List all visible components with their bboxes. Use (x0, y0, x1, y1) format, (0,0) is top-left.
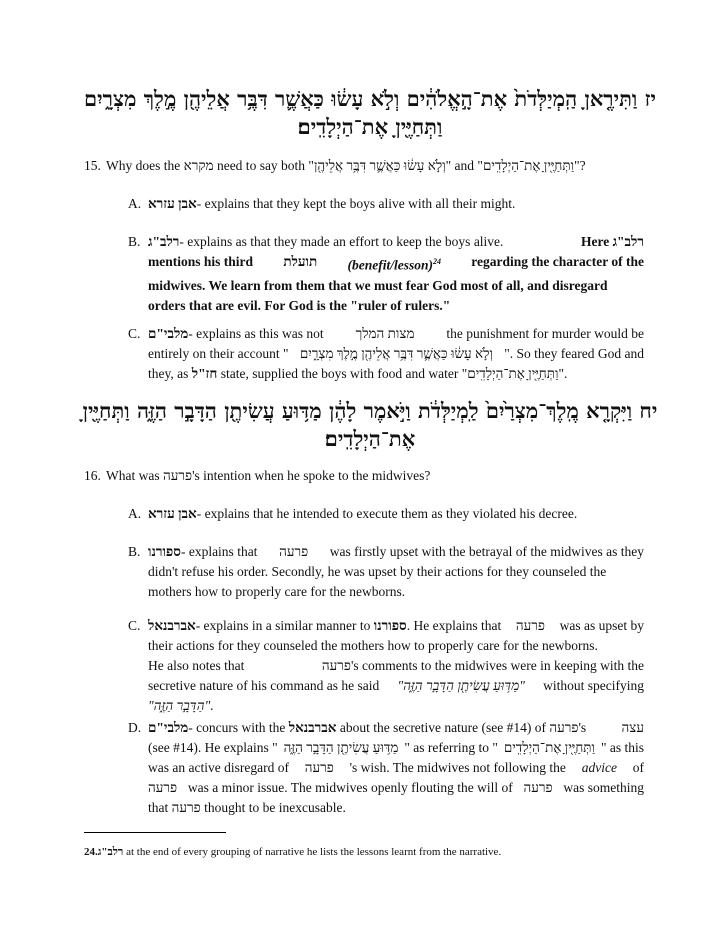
q16-answer-a-text: - explains that he intended to execute them as they violated his decree. (196, 506, 578, 521)
q16-c-text1b: . He explains that (406, 618, 502, 633)
q16-c-line2: their actions for they counseled the mothers how to properly care for the newborns. (148, 638, 598, 653)
commentator-name: ספורנו (148, 544, 181, 559)
q15-answer-c-letter: C. (128, 326, 141, 341)
q15-b-line2 (148, 252, 644, 276)
footnote-text: at the end of every grouping of narrative he lists the lessons learnt from the narrative. (126, 846, 502, 858)
q16-answer-d-letter: D. (128, 720, 142, 735)
q16-part2: 's intention when he spoke to the midwives? (192, 468, 431, 483)
q16-d-paroh4: פרעה (523, 780, 553, 795)
q16-d-text3b: 's wish. The midwives not following the (349, 760, 566, 775)
question-15-text (106, 156, 688, 176)
q16-b-paroh: פרעה (279, 544, 309, 559)
q15-answer-a (148, 194, 644, 214)
q16-answer-a-letter: A. (128, 506, 142, 521)
q15-b-toelet: תועלת (283, 254, 318, 269)
q16-c-line5: "הַדָּבָ֣ר הַזֶּ֑ה". (148, 698, 214, 713)
q15-mikra: מקרא (183, 158, 214, 173)
q16-d-line4 (148, 778, 644, 798)
q15-c-text1a: - explains as this was not (188, 326, 324, 341)
q15-part4: "? (574, 158, 586, 173)
q15-part2: need to say both " (216, 158, 314, 173)
q16-d-text2b: " as referring to " (404, 740, 498, 755)
q16-d-text2c: " as this (600, 740, 644, 755)
q16-c-text4a: secretive nature of his command as he said (148, 678, 380, 693)
footnote (84, 845, 501, 859)
commentator-name: מלבי"ם (148, 326, 189, 341)
q16-b-text1b: was firstly upset with the betrayal of the midwives as they (329, 544, 644, 559)
q15-b-text2a: mentions his third (148, 254, 254, 269)
q16-answer-b (148, 542, 644, 602)
q16-answer-c-letter: C. (128, 618, 141, 633)
q15-c-line2 (148, 344, 644, 364)
q15-c-quote2: וַתְּחַיֶּ֖יןָ אֶת־הַיְלָדִֽים (467, 366, 559, 381)
q16-d-etza: עצה (621, 720, 644, 735)
q15-b-line1 (148, 232, 644, 252)
q15-b-benefit: (benefit/lesson) (347, 257, 433, 273)
q15-part3: " and " (445, 158, 483, 173)
question-16-text (106, 466, 688, 486)
commentator-name: מלבי"ם (148, 720, 189, 735)
q15-quote2: וַתְּחַיֶּ֖יןָ אֶת־הַיְלָדִֽים (482, 158, 575, 173)
q16-d-text3c: of (632, 760, 644, 775)
q16-c-line1 (148, 616, 644, 636)
commentator-name: אברבנאל (148, 618, 196, 633)
q16-b-line1 (148, 542, 644, 562)
q16-c-paroh2: פרעה (321, 658, 351, 673)
q16-b-line3: mothers how to properly care for the newborns. (148, 584, 406, 599)
q16-part1: What was (106, 468, 160, 483)
q15-b-line3: midwives. We learn from them that we must fear God most of all, and disregard (148, 277, 608, 293)
q15-answer-b-letter: B. (128, 234, 141, 249)
q16-d-text1c: 's (578, 720, 587, 735)
q15-answer-c (148, 324, 644, 384)
q16-d-abarbanel: אברבנאל (288, 720, 337, 735)
q15-c-text3a: they, as (148, 366, 189, 381)
verse-18-line-1: יח וַיִּקְרָ֤א מֶֽלֶךְ־מִצְרַ֙יִם֙ לַֽמְיַלְּדֹ֔ת וַיֹּ֣אמֶר לָהֶ֔ן מַדּ֥וּעַ עֲשִׂיתֶ֖ן הַדָּבָ֣ר הַזֶּ֑ה וַתְּחַיֶּ֖יןָ (82, 398, 658, 423)
q15-c-quote: וְלֹ֣א עָשׂ֔וּ כַּאֲשֶׁ֛ר דִּבֶּ֥ר אֲלֵיהֶ֖ן מֶ֣לֶךְ מִצְרָ֑יִם (299, 346, 493, 361)
q16-d-text5b: thought to be inexcusable. (204, 800, 346, 815)
q15-c-line1 (148, 324, 644, 344)
verse-17-line-2: וַתְּחַיֶּ֖יןָ אֶת־הַיְלָדִֽים׃ (297, 114, 443, 139)
footnote-separator (84, 832, 226, 833)
q16-d-line2 (148, 738, 644, 758)
footnote-ref-24: 24 (432, 257, 441, 266)
verse-18-line-2: אֶת־הַיְלָדִֽים׃ (324, 426, 416, 451)
q15-c-text2a: entirely on their account " (148, 346, 289, 361)
q16-c-text3b: 's comments to the midwives were in keeping with the (351, 658, 644, 673)
question-15-number: 15. (84, 158, 101, 173)
q15-answer-a-text: - explains that they kept the boys alive with all their might. (196, 196, 516, 211)
q15-c-text3b: state, supplied the boys with food and water " (220, 366, 468, 381)
q16-c-text3a: He also notes that (148, 658, 245, 673)
commentator-name-2: רלב"ג (612, 234, 644, 249)
q15-answer-b (148, 232, 644, 316)
q15-c-text3c: ". (558, 366, 568, 381)
q16-d-paroh5: פרעה (171, 800, 201, 815)
q16-d-text2a: (see #14). He explains " (148, 740, 278, 755)
q16-d-quote1: מַדּ֥וּעַ עֲשִׂיתֶ֖ן הַדָּבָ֣ר הַזֶּ֑ה (283, 740, 399, 755)
q16-c-text1a: - explains in a similar manner to (195, 618, 371, 633)
q16-b-text1a: - explains that (180, 544, 258, 559)
q16-c-quote: "מַדּ֥וּעַ עֲשִׂיתֶ֖ן הַדָּבָ֣ר הַזֶּ֑ה" (397, 678, 525, 693)
q16-answer-b-letter: B. (128, 544, 141, 559)
q16-c-sforno: ספורנו (373, 618, 407, 633)
q16-d-line3 (148, 758, 644, 778)
q15-quote1: וְלֹ֣א עָשׂ֔וּ כַּאֲשֶׁ֛ר דִּבֶּ֥ר אֲלֵיהֶ֖ן (313, 158, 446, 173)
q16-c-line3 (148, 656, 644, 676)
q15-c-mitzvat: מצות המלך (355, 326, 415, 341)
q16-d-text1b: about the secretive nature (see #14) of (339, 720, 547, 735)
q16-answer-c (148, 616, 644, 716)
q15-b-text2b: regarding the character of the (471, 254, 644, 269)
q16-answer-a (148, 504, 644, 524)
question-16-number: 16. (84, 468, 101, 483)
q16-d-advice: advice (581, 760, 617, 775)
q15-b-here: Here (580, 234, 610, 249)
q15-b-text1: - explains as that they made an effort to keep the boys alive. (179, 234, 504, 249)
q16-d-text5a: that (148, 800, 169, 815)
q15-part1: Why does the (106, 158, 181, 173)
q16-c-paroh: פרעה (515, 618, 545, 633)
q16-paroh: פרעה (162, 468, 193, 483)
q16-c-text1c: was as upset by (559, 618, 644, 633)
q16-d-text4c: was something (563, 780, 644, 795)
q16-c-text4b: without specifying (543, 678, 644, 693)
q16-answer-d (148, 718, 644, 818)
commentator-name: אבן עזרא (148, 196, 197, 211)
verse-17-line-1: יז וַתִּירֶ֤אןָ הַֽמְיַלְּדֹת֙ אֶת־הָ֣אֱלֹהִ֔ים וְלֹ֣א עָשׂ֔וּ כַּאֲשֶׁ֛ר דִּבֶּ֥ר אֲלֵיהֶ֖ן מֶ֣לֶךְ מִצְרָ֑יִם (84, 86, 656, 111)
commentator-name: רלב"ג (148, 234, 180, 249)
q16-d-quote2: וַתְּחַיֶּ֖יןָ אֶת־הַיְלָדִֽים (503, 740, 595, 755)
q16-d-paroh3: פרעה (148, 780, 178, 795)
q15-c-chazal: חז"ל (191, 366, 218, 381)
q15-c-line3 (148, 364, 644, 384)
commentator-name: אבן עזרא (148, 506, 197, 521)
q16-d-paroh2: פרעה (304, 760, 334, 775)
q16-d-line1 (148, 718, 644, 738)
q16-b-line2: didn't refuse his order. Secondly, he was upset by their actions for they counseled the (148, 564, 607, 579)
q16-d-text3a: was an active disregard of (148, 760, 289, 775)
footnote-commentator: רלב"ג (97, 846, 124, 858)
q15-answer-a-letter: A. (128, 196, 142, 211)
q16-d-line5 (148, 798, 644, 818)
q15-c-text1b: the punishment for murder would be (446, 326, 644, 341)
q15-c-text2b: ". So they feared God and (504, 346, 644, 361)
q16-d-text1a: - concurs with the (188, 720, 286, 735)
q16-d-paroh: פרעה (549, 720, 579, 735)
q16-c-line4 (148, 676, 644, 696)
q15-b-line4: orders that are evil. For God is the "ruler of rulers." (148, 297, 451, 313)
footnote-number: 24. (84, 846, 98, 858)
q16-d-text4b: was a minor issue. The midwives openly flouting the will of (187, 780, 513, 795)
